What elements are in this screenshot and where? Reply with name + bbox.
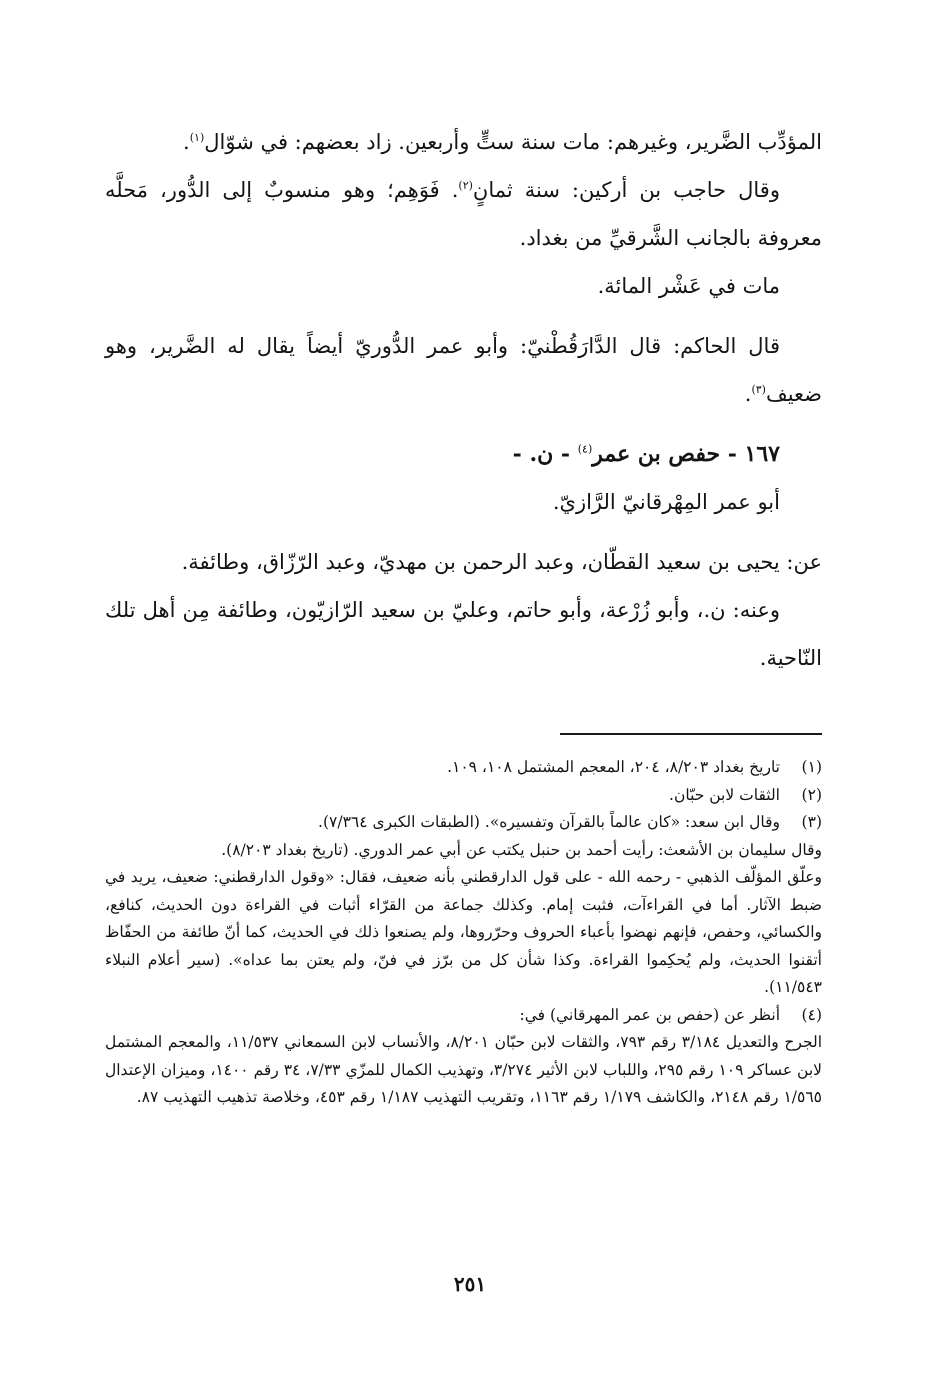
footnote-3 [105,809,822,837]
footnote-body [105,782,780,810]
paragraph-5 [105,538,822,586]
entry-heading [105,430,822,478]
footnote-line: تاريخ بغداد ٨/٢٠٣، ٢٠٤، المعجم المشتمل ١٠٨، ١٠٩. [447,758,780,776]
footnotes [105,754,822,1112]
footnote-2 [105,782,822,810]
paragraph-4-text: قال الحاكم: قال الدَّارَقُطْنيّ: وأبو عمر الدُّوريّ أيضاً يقال له الضَّرير، وهو ضعيف [105,334,822,406]
entry-title: ١٦٧ - حفص بن عمر [592,441,780,467]
footnote-3-continuation: وعلّق المؤلّف الذهبي - رحمه الله - على قول الدارقطني بأنه ضعيف، فقال: «وقول الدارقطني: ضعيف، يريد في ضبط الآثار. أما في القراءآت، فثبت إمام. وكذلك جماعة من القرّاء أثبات في القراءة دون الحديث، كنافع، والكسائي، وحفص، فإنهم نهضوا بأعباء الحروف وحرّروها، ولم يصنعوا ذلك في الحديث، كما أنّ طائفة من الحفّاظ أتقنوا الحديث، ولم يُحكِموا القراءة. وكذا شأن كل من برّز في فنّ، ولم يعتن بما عداه». (سير أعلام النبلاء ١١/٥٤٣). [105,868,822,996]
footnote-number: (٣) [801,813,822,831]
paragraph-1-text: المؤدِّب الضَّرير، وغيرهم: مات سنة ستٍّ وأربعين. زاد بعضهم: في شوّال [204,130,822,154]
paragraph-5-text: عن: يحيى بن سعيد القطّان، وعبد الرحمن بن مهديّ، وعبد الرّزّاق، وطائفة. [181,550,822,574]
main-text [105,118,822,694]
paragraph-4 [105,322,822,418]
entry-nisba-text: أبو عمر المِهْرقانيّ الرَّازيّ. [552,490,780,514]
footnote-ref-4[interactable]: (٤) [577,442,593,456]
footnote-3-continuation: وقال سليمان بن الأشعث: رأيت أحمد بن حنبل يكتب عن أبي عمر الدوري. (تاريخ بغداد ٨/٢٠٣). [221,840,822,859]
footnote-number: (١) [801,758,822,776]
paragraph-6 [105,586,822,682]
footnote-line: وقال ابن سعد: «كان عالماً بالقرآن وتفسيره». (الطبقات الكبرى ٧/٣٦٤). [318,813,780,831]
footnote-body [105,754,780,782]
footnote-ref-3[interactable]: (٣) [751,383,766,396]
paragraph-1-end: . [183,130,190,154]
paragraph-6-text: وعنه: ن.، وأبو زُرْعة، وأبو حاتم، وعليّ بن سعيد الرّازيّون، وطائفة مِن أهل تلك النّاحية. [105,598,822,670]
page-number: ٢٥١ [453,1272,487,1296]
footnote-divider [560,733,822,735]
footnote-line: الثقات لابن حبّان. [669,785,780,804]
paragraph-2-text: وقال حاجب بن أركين: سنة ثمانٍ [472,178,780,202]
footnote-4-continuation: الجرح والتعديل ٣/١٨٤ رقم ٧٩٣، والثقات لابن حبّان ٨/٢٠١، والأنساب لابن السمعاني ١١/٥٣٧، والمعجم المشتمل لابن عساكر ١٠٩ رقم ٢٩٥، واللباب لابن الأثير ٣/٢٧٤، وتهذيب الكمال للمزّي ٧/٣٣، ٣٤ رقم ١٤٠٠، وميزان الإعتدال ١/٥٦٥ رقم ٢١٤٨، والكاشف ١/١٧٩ رقم ١١٦٣، وتقريب التهذيب ١/١٨٧ رقم ٤٥٣، وخلاصة تذهيب التهذيب ٨٧. [104,1033,822,1106]
paragraph-3 [105,262,822,310]
paragraph-3-text: مات في عَشْر المائة. [597,274,780,298]
footnote-body [105,809,780,837]
footnote-body [105,1002,780,1030]
footnote-1 [105,754,822,782]
paragraph-2 [105,166,822,262]
footnote-line: أنظر عن (حفص بن عمر المهرقاني) في: [519,1005,780,1024]
entry-symbols: - ن. - [512,441,578,467]
footnote-4 [105,1002,822,1030]
entry-nisba [105,478,822,526]
footnote-ref-2[interactable]: (٢) [458,179,473,192]
paragraph-4-end: . [744,382,752,406]
paragraph-2-end: . فَوَهِم؛ وهو منسوبٌ إلى الدُّور، مَحلَّه معروفة بالجانب الشَّرقيِّ من بغداد. [105,178,822,250]
footnote-ref-1[interactable]: (١) [189,131,205,144]
footnote-number: (٤) [801,1005,822,1024]
footnote-number: (٢) [801,785,822,804]
paragraph-1 [105,118,822,166]
